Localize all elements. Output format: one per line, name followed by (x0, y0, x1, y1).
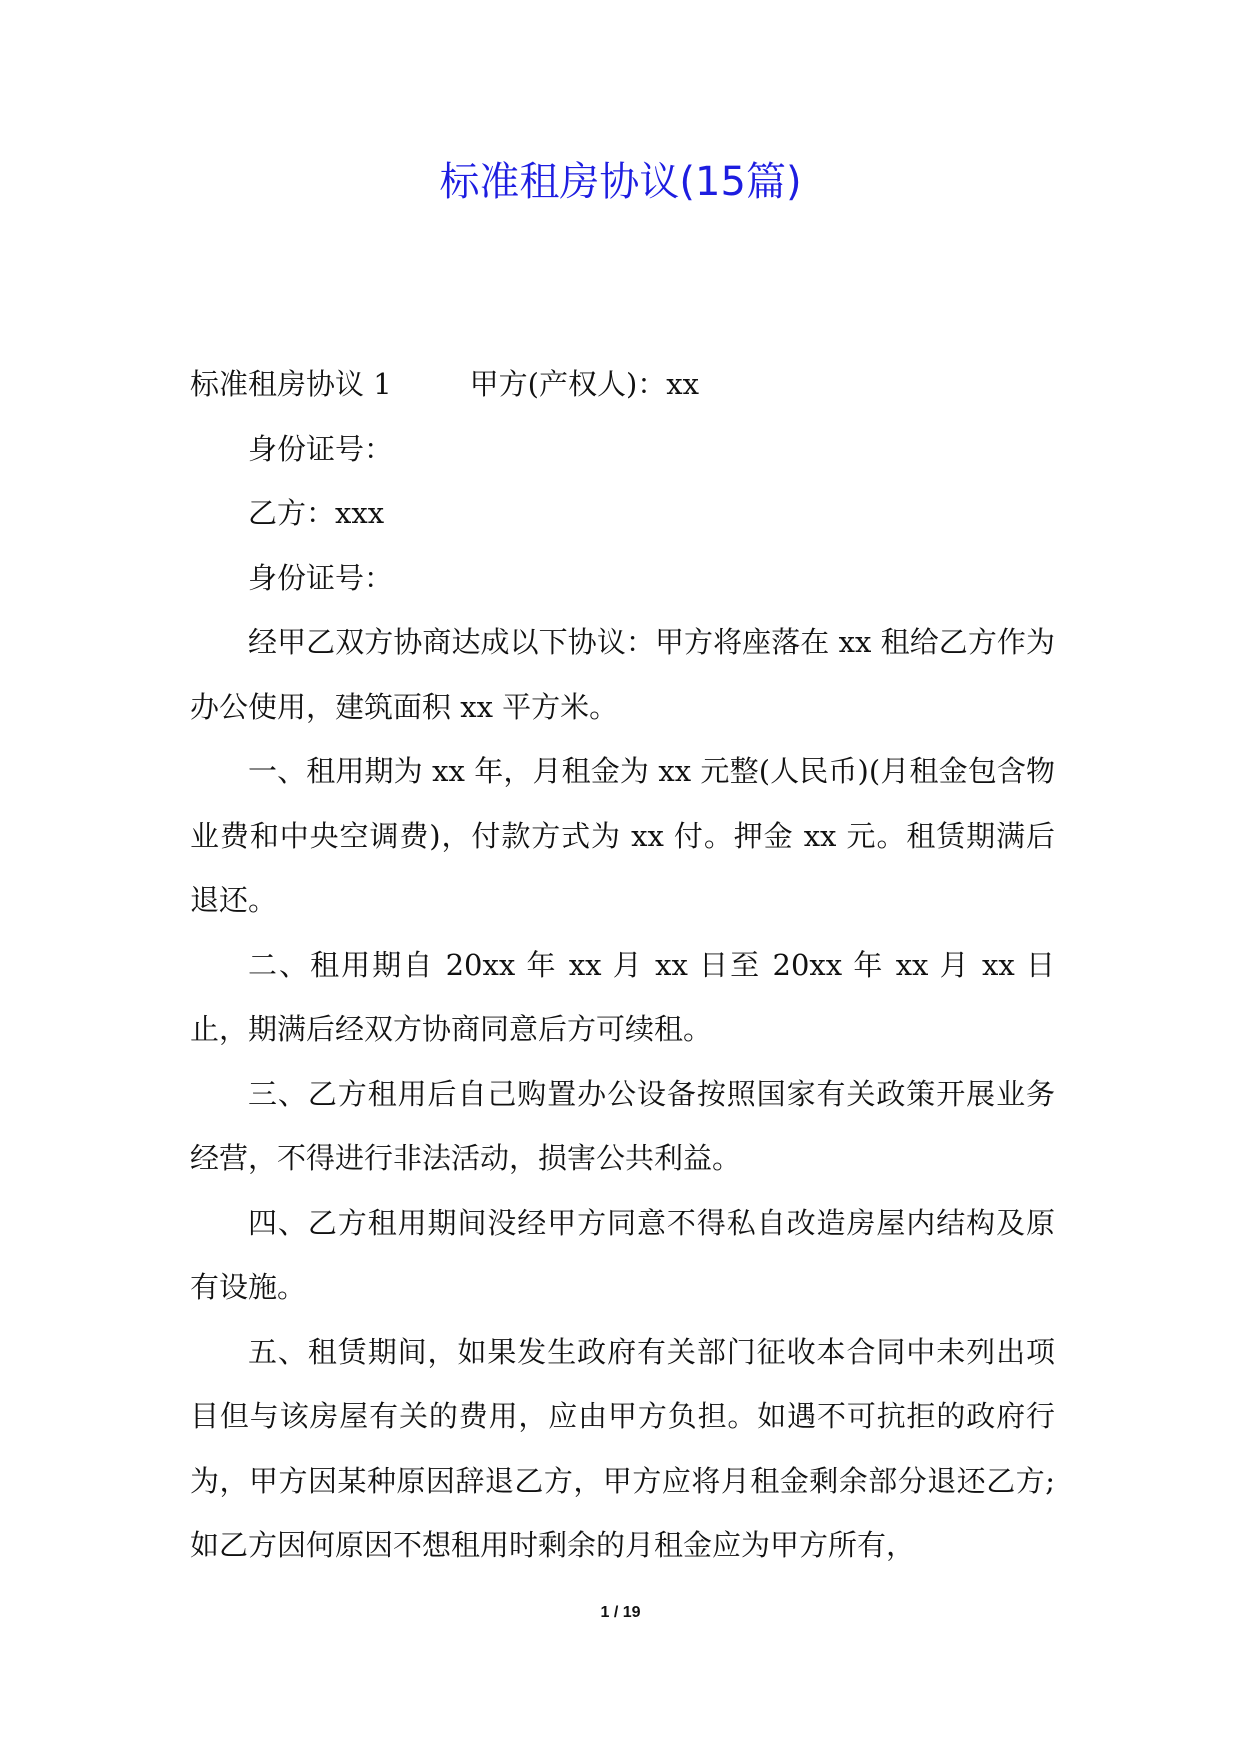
party-b-id-number: 身份证号： (248, 560, 394, 595)
agreement-header-line (190, 352, 1055, 417)
clause-3-paragraph: 三、乙方租用后自己购置办公设备按照国家有关政策开展业务经营，不得进行非法活动，损害公共利益。 (190, 1076, 1055, 1175)
agreement-intro-paragraph: 经甲乙双方协商达成以下协议：甲方将座落在 xx 租给乙方作为办公使用，建筑面积 xx 平方米。 (190, 625, 1055, 724)
agreement-heading-label: 标准租房协议 1 (190, 367, 392, 401)
clause-5-paragraph: 五、租赁期间，如果发生政府有关部门征收本合同中未列出项目但与该房屋有关的费用，应由甲方负担。如遇不可抗拒的政府行为，甲方因某种原因辞退乙方，甲方应将月租金剩余部分退还乙方;如乙方因何原因不想租用时剩余的月租金应为甲方所有， (190, 1334, 1055, 1562)
clause-1-paragraph: 一、租用期为 xx 年，月租金为 xx 元整(人民币)(月租金包含物业费和中央空调费)，付款方式为 xx 付。押金 xx 元。租赁期满后退还。 (190, 754, 1055, 917)
clause-2-paragraph: 二、租用期自 20xx 年 xx 月 xx 日至 20xx 年 xx 月 xx 日止，期满后经双方协商同意后方可续租。 (190, 947, 1055, 1046)
party-b-line: 乙方：xxx (248, 496, 385, 530)
page-number: 1 / 19 (600, 1604, 641, 1621)
party-a-id-number: 身份证号： (248, 431, 394, 466)
clause-4-paragraph: 四、乙方租用期间没经甲方同意不得私自改造房屋内结构及原有设施。 (190, 1205, 1055, 1304)
document-title: 标准租房协议(15篇) (439, 159, 802, 205)
party-a-line: 甲方(产权人)：xx (469, 367, 700, 401)
document-body (190, 352, 1055, 1578)
